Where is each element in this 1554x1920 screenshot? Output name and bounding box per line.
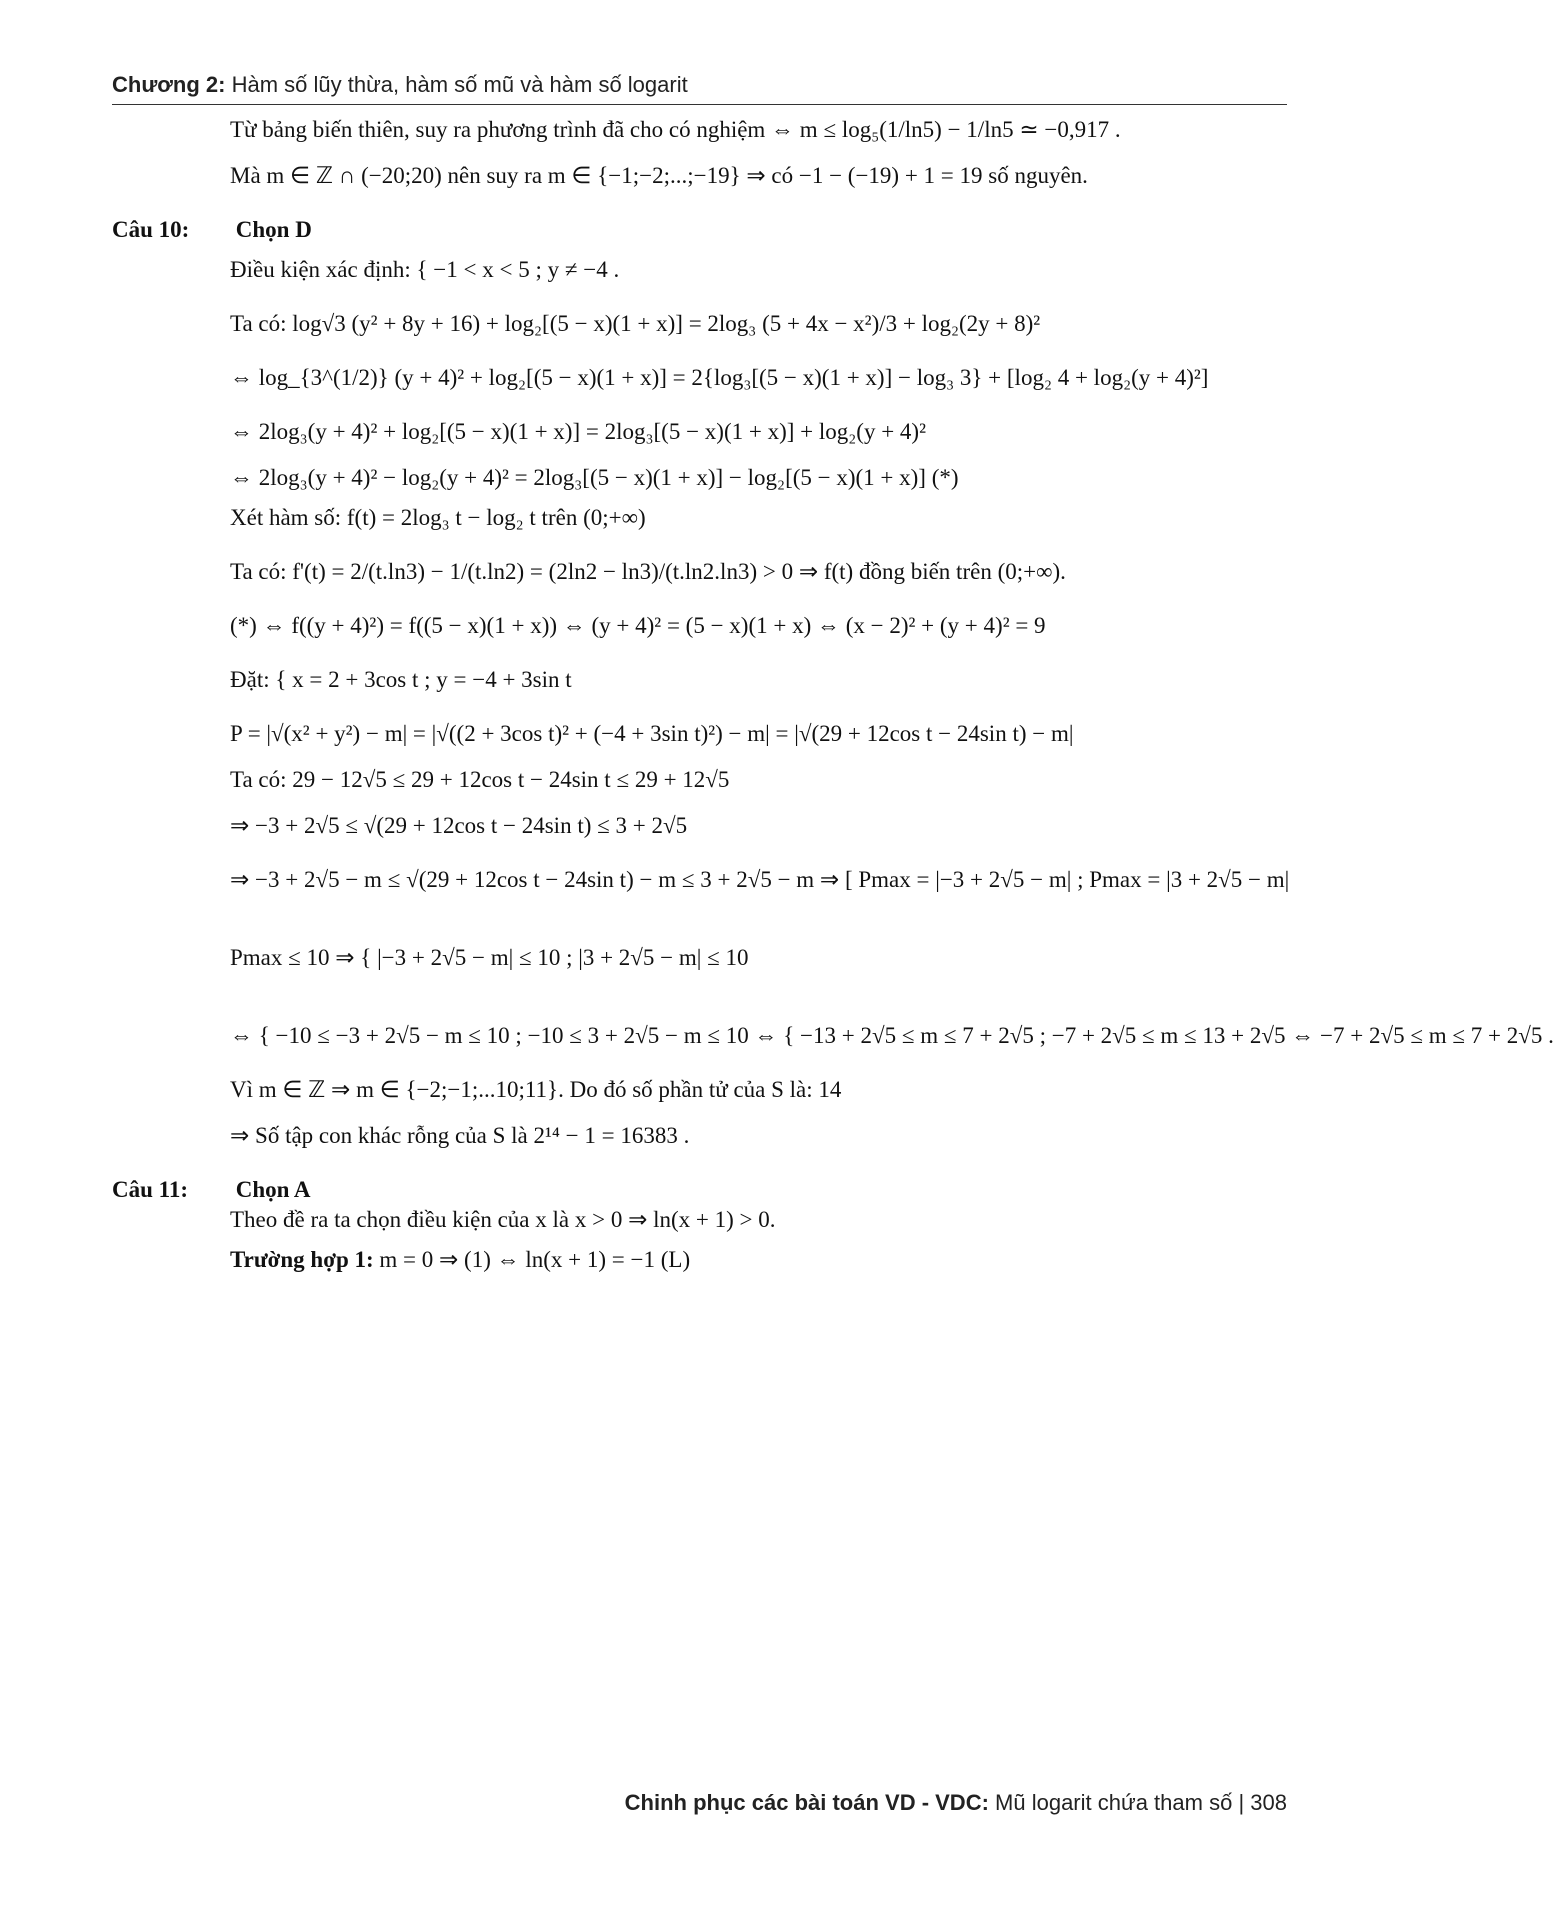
- text-line: Ta có: 29 − 12√5 ≤ 29 + 12cos t − 24sin t ≤ 29 + 12√5: [230, 767, 730, 792]
- text-line: [112, 1245, 1292, 1275]
- question-choice: Chọn D: [235, 217, 312, 242]
- footer-subtitle: Mũ logarit chứa tham số: [995, 1790, 1233, 1815]
- text-line: Điều kiện xác định: { −1 < x < 5 ; y ≠ −4 .: [230, 257, 620, 282]
- text-line: Ta có: f'(t) = 2/(t.ln3) − 1/(t.ln2) = (2ln2 − ln3)/(t.ln2.ln3) > 0 ⇒ f(t) đồng biến trên (0;+∞).: [230, 559, 1066, 584]
- page-footer: [625, 1790, 1287, 1816]
- text-line: Mà m ∈ ℤ ∩ (−20;20) nên suy ra m ∈ {−1;−2;...;−19} ⇒ có −1 − (−19) + 1 = 19 số nguyên.: [230, 163, 1088, 188]
- text-line: (*) ⇔ f((y + 4)²) = f((5 − x)(1 + x)) ⇔ (y + 4)² = (5 − x)(1 + x) ⇔ (x − 2)² + (y + 4)² = 9: [230, 613, 1046, 638]
- text-line: Vì m ∈ ℤ ⇒ m ∈ {−2;−1;...10;11}. Do đó số phần tử của S là: 14: [230, 1077, 842, 1102]
- question-label: Câu 11:: [112, 1177, 189, 1202]
- case-label: Trường hợp 1:: [230, 1247, 374, 1272]
- question-heading: [112, 215, 1292, 245]
- text-line: ⇔ log_{3^(1/2)} (y + 4)² + log₂[(5 − x)(1 + x)] = 2{log₃[(5 − x)(1 + x)] − log₃ 3} + [log₂ 4 + log₂(y + 4)²]: [230, 365, 1209, 390]
- page-header: [112, 72, 688, 98]
- text-line: Ta có: log√3 (y² + 8y + 16) + log₂[(5 − x)(1 + x)] = 2log₃ (5 + 4x − x²)/3 + log₂(2y + 8)²: [230, 311, 1041, 336]
- text-line: ⇔ { −10 ≤ −3 + 2√5 − m ≤ 10 ; −10 ≤ 3 + 2√5 − m ≤ 10 ⇔ { −13 + 2√5 ≤ m ≤ 7 + 2√5 ; −7 + 2√5 ≤ m ≤ 13 + 2√5 ⇔ −7 + 2√5 ≤ m ≤ 7 + 2√5 .: [230, 1023, 1554, 1048]
- text-line: P = |√(x² + y²) − m| = |√((2 + 3cos t)² + (−4 + 3sin t)²) − m| = |√(29 + 12cos t − 24sin t) − m|: [230, 721, 1074, 746]
- text-line: ⇒ −3 + 2√5 ≤ √(29 + 12cos t − 24sin t) ≤ 3 + 2√5: [230, 813, 688, 838]
- chapter-title: Hàm số lũy thừa, hàm số mũ và hàm số logarit: [231, 72, 688, 97]
- text-line: Từ bảng biến thiên, suy ra phương trình đã cho có nghiệm ⇔ m ≤ log₅(1/ln5) − 1/ln5 ≃ −0,917 .: [230, 117, 1121, 142]
- footer-separator: |: [1238, 1790, 1245, 1815]
- text-line: Theo đề ra ta chọn điều kiện của x là x > 0 ⇒ ln(x + 1) > 0.: [230, 1207, 776, 1232]
- question-heading: [112, 1175, 1292, 1205]
- text-line: ⇒ Số tập con khác rỗng của S là 2¹⁴ − 1 = 16383 .: [230, 1123, 690, 1148]
- question-choice: Chọn A: [235, 1177, 311, 1202]
- text-line: ⇒ −3 + 2√5 − m ≤ √(29 + 12cos t − 24sin t) − m ≤ 3 + 2√5 − m ⇒ [ Pmax = |−3 + 2√5 − m| ; Pmax = |3 + 2√5 − m|: [230, 867, 1290, 892]
- text-line: ⇔ 2log₃(y + 4)² − log₂(y + 4)² = 2log₃[(5 − x)(1 + x)] − log₂[(5 − x)(1 + x)] (*): [230, 465, 959, 490]
- page-number: 308: [1250, 1790, 1287, 1815]
- chapter-label: Chương 2:: [112, 72, 226, 97]
- text-line: Xét hàm số: f(t) = 2log₃ t − log₂ t trên (0;+∞): [230, 505, 646, 530]
- text-line: ⇔ 2log₃(y + 4)² + log₂[(5 − x)(1 + x)] = 2log₃[(5 − x)(1 + x)] + log₂(y + 4)²: [230, 419, 926, 444]
- text-line: Pmax ≤ 10 ⇒ { |−3 + 2√5 − m| ≤ 10 ; |3 + 2√5 − m| ≤ 10: [230, 945, 749, 970]
- text-line: Đặt: { x = 2 + 3cos t ; y = −4 + 3sin t: [230, 667, 572, 692]
- question-label: Câu 10:: [112, 217, 190, 242]
- case-text: m = 0 ⇒ (1) ⇔ ln(x + 1) = −1 (L): [379, 1247, 691, 1272]
- footer-book-title: Chinh phục các bài toán VD - VDC:: [624, 1790, 989, 1815]
- header-divider: [112, 104, 1287, 105]
- page-content: [112, 115, 1554, 1275]
